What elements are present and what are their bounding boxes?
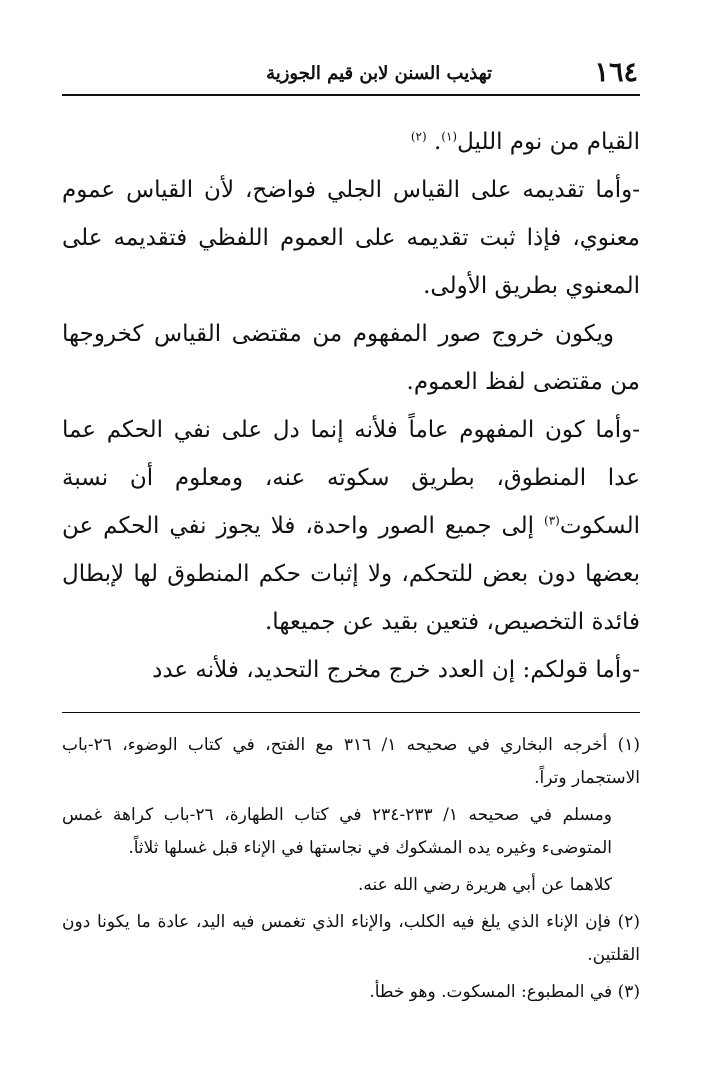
paragraph-4 bbox=[62, 406, 640, 646]
footnote-ref-3: (٣) bbox=[544, 513, 560, 528]
footnote-2: (٢) فإن الإناء الذي يلغ فيه الكلب، والإناء الذي تغمس فيه اليد، عادة ما يكونا دون القلتين. bbox=[62, 912, 640, 965]
footnote-3: (٣) في المطبوع: المسكوت. وهو خطأ. bbox=[369, 982, 640, 1002]
paragraph-text: -وأما كون المفهوم عاماً فلأنه إنما دل على نفي الحكم عما عدا المنطوق، بطريق سكوته عنه، ومعلوم أن نسبة السكوت bbox=[62, 417, 640, 539]
footnote-1-attribution: كلاهما عن أبي هريرة رضي الله عنه. bbox=[358, 875, 612, 895]
book-page bbox=[62, 52, 640, 1052]
paragraph-5: -وأما قولكم: إن العدد خرج مخرج التحديد، فلأنه عدد bbox=[152, 657, 640, 683]
footnote-ref-1: (١) bbox=[441, 129, 458, 144]
paragraph-punct: . bbox=[433, 129, 442, 155]
running-title: تهذيب السنن لابن قيم الجوزية bbox=[266, 63, 492, 84]
paragraph-continuation: إلى جميع الصور واحدة، فلا يجوز نفي الحكم عن بعضها دون بعض للتحكم، ولا إثبات حكم المنطوق لها لإبطال فائدة التخصيص، فتعين بقيد عن جميعها. bbox=[62, 513, 640, 635]
running-header bbox=[62, 52, 640, 96]
footnote-divider bbox=[62, 712, 640, 713]
footnote-1-continued: ومسلم في صحيحه ١/ ٢٣٣-٢٣٤ في كتاب الطهارة، ٢٦-باب كراهة غمس المتوضىء وغيره يده المشكوك في نجاستها في الإناء قبل غسلها ثلاثاً. bbox=[62, 805, 612, 858]
footnotes bbox=[62, 729, 640, 1009]
footnote-1: (١) أخرجه البخاري في صحيحه ١/ ٣١٦ مع الفتح، في كتاب الوضوء، ٢٦-باب الاستجمار وتراً. bbox=[62, 735, 640, 788]
paragraph-2: -وأما تقديمه على القياس الجلي فواضح، لأن القياس عموم معنوي، فإذا ثبت تقديمه على العموم اللفظي فتقديمه على المعنوي بطريق الأولى. bbox=[62, 177, 640, 299]
paragraph-text: القيام من نوم الليل bbox=[457, 129, 640, 155]
page-number: ١٦٤ bbox=[594, 57, 638, 88]
main-text bbox=[62, 118, 640, 694]
paragraph-1 bbox=[62, 118, 640, 166]
paragraph-3: ويكون خروج صور المفهوم من مقتضى القياس كخروجها من مقتضى لفظ العموم. bbox=[62, 321, 640, 395]
footnote-ref-2: (٢) bbox=[410, 129, 427, 144]
